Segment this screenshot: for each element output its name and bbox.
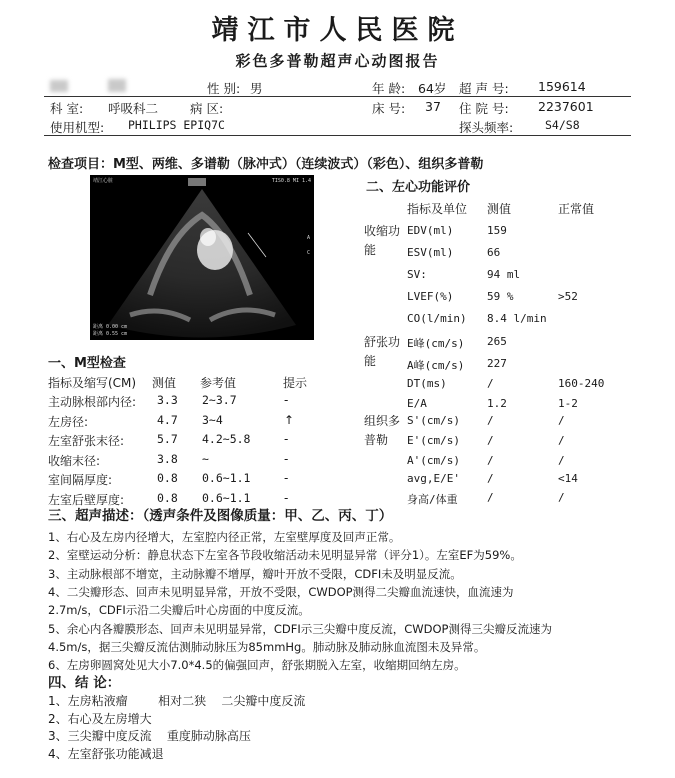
- lv-row-value: /: [487, 491, 494, 504]
- inpatient-label: 住 院 号:: [459, 101, 509, 116]
- lv-row-name: DT(ms): [407, 377, 447, 390]
- lv-row-name: A峰(cm/s): [407, 359, 465, 372]
- lv-row-name: S'(cm/s): [407, 414, 460, 427]
- lv-function-title: 二、左心功能评价: [366, 180, 471, 195]
- lv-row-value: /: [487, 377, 494, 390]
- lv-row-name: EDV(ml): [407, 224, 454, 237]
- description-line: 1、右心及左房内径增大，左室腔内径正常，左室壁厚度及回声正常。: [48, 530, 401, 544]
- lv-row-value: /: [487, 472, 494, 485]
- description-line: 6、左房卵圆窝处见大小7.0*4.5的偏强回声，舒张期脱入左室，收缩期回纳左房。: [48, 658, 466, 673]
- lv-header-value: 测值: [487, 202, 512, 216]
- lv-row-normal: /: [558, 454, 565, 467]
- mmode-row-name: 主动脉根部内径:: [48, 395, 137, 409]
- mmode-header-name: 指标及缩写(CM): [48, 376, 137, 390]
- exam-items: 检查项目：M型、两维、多谱勒（脉冲式）（连续波式）（彩色）、组织多普勒: [48, 157, 484, 172]
- age-value: 64岁: [418, 81, 447, 96]
- lv-row-normal: 160-240: [558, 377, 605, 390]
- echocardiogram-image: [90, 175, 314, 340]
- mmode-row-value: 3.3: [157, 393, 178, 407]
- lv-row-name: A'(cm/s): [407, 454, 460, 467]
- conclusion-line: 2、右心及左房增大: [48, 711, 152, 726]
- lv-row-value: 94 ml: [487, 268, 521, 281]
- age-label: 年 龄:: [372, 81, 406, 96]
- lv-row-value: 8.4 l/min: [487, 312, 547, 325]
- description-line: 4、二尖瓣形态、回声未见明显异常，开放不受限，CWDOP测得二尖瓣血流速快，血流速为: [48, 584, 514, 599]
- lv-row-normal: /: [558, 491, 565, 504]
- mmode-row-name: 左室后壁厚度:: [48, 492, 125, 507]
- conclusion-line: 4、左室舒张功能减退: [48, 746, 164, 761]
- echo-top-right-text: TIS0.8 MI 1.4: [271, 178, 311, 184]
- echo-top-left-text: 靖江心脏: [93, 178, 114, 184]
- lv-header-name: 指标及单位: [407, 202, 468, 216]
- mmode-header-hint: 提示: [283, 376, 308, 390]
- lv-row-name: E峰(cm/s): [407, 337, 465, 350]
- mmode-row-name: 左房径:: [48, 414, 89, 429]
- conclusion-line: 1、左房粘液瘤 相对二狭 二尖瓣中度反流: [48, 694, 306, 708]
- lv-group-systolic: 收缩功能: [364, 224, 401, 257]
- mmode-row-ref: 3~4: [202, 412, 223, 427]
- mmode-row-value: 5.7: [157, 432, 178, 446]
- echo-sector: [90, 175, 314, 340]
- conclusion-title: 四、结 论：: [48, 675, 121, 691]
- inpatient-value: 2237601: [538, 99, 594, 114]
- lv-row-value: 159: [487, 224, 507, 237]
- mmode-title: 一、M型检查: [48, 356, 126, 371]
- probe-value: S4/S8: [545, 118, 580, 132]
- mmode-row-ref: 2~3.7: [202, 393, 237, 407]
- mmode-row-hint: -: [284, 451, 289, 466]
- mmode-row-ref: 0.6~1.1: [202, 490, 251, 505]
- lv-row-normal: <14: [558, 472, 578, 485]
- lv-row-name: ESV(ml): [407, 246, 454, 259]
- echo-bottom-left-text-2: 距离 0.55 cm: [93, 331, 128, 337]
- mmode-row-name: 收缩末径:: [48, 453, 101, 468]
- mmode-row-ref: ~: [202, 451, 209, 466]
- description-title: 三、超声描述：（透声条件及图像质量：甲、乙、丙、丁）: [48, 508, 393, 524]
- description-line: 3、主动脉根部不增宽，主动脉瓣不增厚，瓣叶开放不受限，CDFI未及明显反流。: [48, 566, 462, 581]
- report-title: 彩色多普勒超声心动图报告: [235, 52, 440, 70]
- gender-label: 性 别:: [207, 81, 241, 96]
- description-line: 2.7m/s，CDFI示沿二尖瓣后叶心房面的中度反流。: [48, 603, 310, 618]
- machine-value: PHILIPS EPIQ7C: [128, 118, 225, 132]
- lv-row-name: CO(l/min): [407, 312, 467, 325]
- lv-row-value: 66: [487, 246, 501, 259]
- us-no-label: 超 声 号:: [459, 81, 509, 96]
- mmode-row-hint: -: [284, 471, 289, 485]
- description-line: 5、余心内各瓣膜形态、回声未见明显异常，CDFI示三尖瓣中度反流，CWDOP测得三尖瓣反流速为: [48, 621, 552, 636]
- gender-value: 男: [250, 81, 263, 96]
- mmode-row-value: 4.7: [157, 412, 178, 427]
- lv-row-value: 1.2: [487, 397, 507, 410]
- echo-side-label-c: C: [306, 250, 310, 256]
- lv-row-value: 227: [487, 357, 507, 370]
- mmode-row-ref: 4.2~5.8: [202, 432, 251, 446]
- mmode-row-hint: -: [284, 393, 289, 407]
- mmode-row-hint: -: [284, 432, 289, 446]
- lv-row-name: LVEF(%): [407, 290, 454, 303]
- dept-value: 呼吸科二: [108, 101, 159, 116]
- us-no-value: 159614: [538, 79, 586, 94]
- lv-header-normal: 正常值: [558, 202, 595, 216]
- lv-row-value: /: [487, 414, 494, 427]
- mmode-row-name: 室间隔厚度:: [48, 473, 113, 487]
- bed-value: 37: [425, 99, 441, 114]
- lv-group-diastolic: 舒张功能: [364, 335, 401, 368]
- mmode-header-ref: 参考值: [200, 376, 237, 390]
- machine-label: 使用机型:: [50, 120, 105, 135]
- mmode-header-value: 测值: [152, 376, 177, 390]
- bed-label: 床 号:: [372, 101, 406, 116]
- lv-row-name: avg,E/E': [407, 472, 460, 485]
- lv-row-name: SV:: [407, 268, 427, 281]
- mmode-row-name: 左室舒张末径:: [48, 434, 125, 448]
- lv-row-name: E'(cm/s): [407, 434, 460, 447]
- lv-group-tissue: 组织多普勒: [364, 414, 401, 447]
- probe-label: 探头频率:: [459, 120, 514, 135]
- lv-row-normal: >52: [558, 290, 578, 303]
- lv-row-value: /: [487, 454, 494, 467]
- lv-row-value: /: [487, 434, 494, 447]
- redacted-name: [50, 80, 68, 92]
- echo-bottom-left-text-1: 距离 0.00 cm: [93, 324, 128, 330]
- lv-row-name: 身高/体重: [407, 493, 458, 506]
- lv-row-value: 59 %: [487, 290, 514, 303]
- echo-side-label-a: A: [306, 235, 310, 241]
- description-line: 2、室壁运动分析：静息状态下左室各节段收缩活动未见明显异常（评分1）。左室EF为59%。: [48, 548, 522, 563]
- mmode-row-hint: ↑: [284, 412, 295, 427]
- dept-label: 科 室:: [50, 101, 84, 116]
- mmode-row-value: 3.8: [157, 451, 178, 466]
- mmode-row-value: 0.8: [157, 490, 178, 505]
- divider-bottom: [44, 135, 631, 136]
- ward-label: 病 区:: [190, 101, 224, 116]
- lv-row-name: E/A: [407, 397, 427, 410]
- lv-row-normal: /: [558, 434, 565, 447]
- description-line: 4.5m/s，据三尖瓣反流估测肺动脉压为85mmHg。肺动脉及肺动脉血流图未及异常。: [48, 639, 486, 654]
- lv-row-normal: 1-2: [558, 397, 578, 410]
- hospital-name: 靖江市人民医院: [211, 15, 464, 46]
- redacted-name-2: [108, 79, 126, 92]
- lv-row-value: 265: [487, 335, 507, 348]
- mmode-row-value: 0.8: [157, 471, 178, 485]
- mmode-row-ref: 0.6~1.1: [202, 471, 251, 485]
- divider-top: [44, 96, 631, 97]
- conclusion-line: 3、三尖瓣中度反流 重度肺动脉高压: [48, 729, 251, 743]
- mmode-row-hint: -: [284, 490, 289, 505]
- lv-row-normal: /: [558, 414, 565, 427]
